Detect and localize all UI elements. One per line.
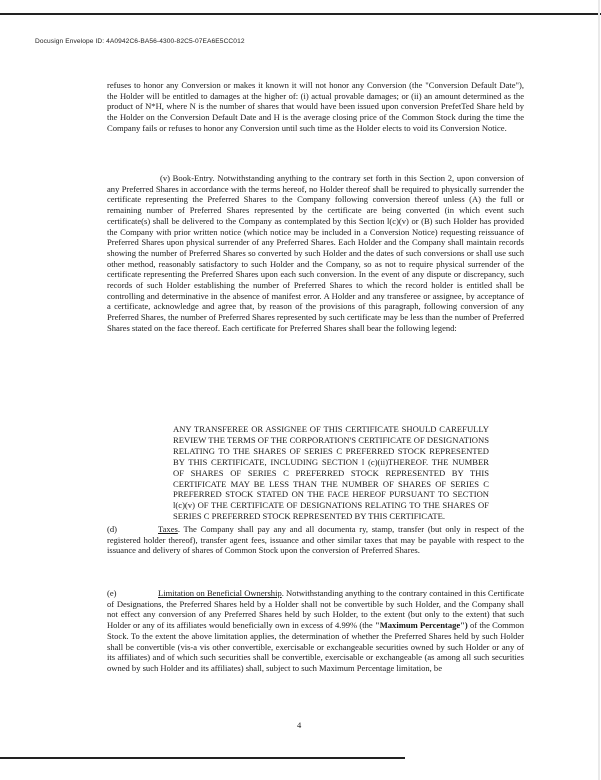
right-edge-rule <box>598 0 600 780</box>
envelope-id: Docusign Envelope ID: 4A0942C6-BA56-4300-82C5-07EA6E5CC012 <box>35 38 245 45</box>
paragraph-taxes <box>107 524 524 556</box>
book-entry-heading: (v) Book-Entry. <box>160 173 215 183</box>
paragraph-conversion-default: refuses to honor any Conversion or makes it known it will not honor any Conversion (the "Conversion Default Date"), the Holder will be entitled to damages at the higher of: (i) actual provable damages; or (ii) an amount determined as the product of N*H, where N is the number of shares that would have been issued upon conversion PrefetTed Share held by the Holder on the Conversion Default Date and H is the average closing price of the Common Stock during the time the Company fails or refuses to honor any Conversion until such time as the Holder elects to void its Conversion Notice. <box>107 80 524 133</box>
taxes-body: . The Company shall pay any and all documenta ry, stamp, transfer (but only in respect of the registered holder thereof), transfer agent fees, issuance and other similar taxes that may be payable with respect to the issuance and delivery of shares of Common Stock upon the conversion of Preferred Shares. <box>107 524 524 556</box>
beneficial-ownership-body-1: . Notwithstanding anything to the contrary contained in this Certificate of Designations, the Preferred Shares held by a Holder shall not be convertible by such Holder, and the Company shall not effect any conversion of any Preferred Shares held by such Holder, to the extent (but only to the extent) that such Holder or any of its affiliates would beneficially own in excess of 4.99% (the <box>107 588 524 631</box>
page-number: 4 <box>297 720 302 730</box>
maximum-percentage-term: "Maximum Percentage") <box>374 620 468 631</box>
certificate-legend: ANY TRANSFEREE OR ASSIGNEE OF THIS CERTIFICATE SHOULD CAREFULLY REVIEW THE TERMS OF THE CORPORATION'S CERTIFICATE OF DESIGNATIONS RELATING TO THE SHARES OF SERIES C PREFERRED STOCK REPRESENTED BY THIS CERTIFICATE, INCLUDING SECTION l (c)(ii)THEREOF. THE NUMBER OF SHARES OF SERIES C PREFERRED STOCK REPRESENTED BY THIS CERTIFICATE MAY BE LESS THAN THE NUMBER OF SHARES OF SERIES C PREFERRED STOCK STATED ON THE FACE HEREOF PURSUANT TO SECTION l(c)(v) OF THE CERTIFICATE OF DESIGNATIONS RELATING TO THE SHARES OF SERIES C PREFERRED STOCK REPRESENTED BY THIS CERTIFICATE. <box>173 424 489 522</box>
paragraph-beneficial-ownership <box>107 588 524 674</box>
bottom-rule <box>0 757 405 759</box>
beneficial-ownership-body-2: of the Common Stock. To the extent the above limitation applies, the determination of whether the Preferred Shares held by such Holder shall be convertible (vis-a vis other convertible, exercisable or exchangeable securities owned by such Holder or any of its affiliates) and of which such securities shall be convertible, exercisable or exchangeable (as among all such securities owned by such Holder and its affiliates) shall, subject to such Maximum Percentage limitation, be <box>107 620 524 673</box>
taxes-heading: Taxes <box>158 524 178 534</box>
section-d-label: (d) <box>107 524 117 534</box>
beneficial-ownership-heading: Limitation on Beneficial Ownership <box>158 588 282 598</box>
section-e-label: (e) <box>107 588 117 598</box>
book-entry-body: Notwithstanding anything to the contrary set forth in this Section 2, upon conversion of any Preferred Shares in accordance with the terms hereof, no Holder thereof shall be required to physically surrender the certificate representing the Preferred Shares to the Company following conversion thereof unless (A) the full or remaining number of Preferred Shares represented by the certificate are being converted (in which event such certificate(s) shall be delivered to the Company as contemplated by this Section l(c)(v) or (B) such Holder has provided the Company with prior written notice (which notice may be included in a Conversion Notice) requesting reissuance of Preferred Shares upon physical surrender of any Preferred Shares. Each Holder and the Company shall maintain records showing the number of Preferred Shares so converted by such Holder and the dates of such conversions or shall use such other method, reasonably satisfactory to such Holder and the Company, so as not to require physical surrender of the certificate representing the Preferred Shares upon each such conversion. In the event of any dispute or discrepancy, such records of such Holder establishing the number of Preferred Shares to which the record holder is entitled shall be controlling and determinative in the absence of manifest error. A Holder and any transferee or assignee, by acceptance of a certificate, acknowledge and agree that, by reason of the provisions of this paragraph, following conversion of any Preferred Shares, the number of Preferred Shares represented by such certificate may be less than the number of Preferred Shares stated on the face thereof. Each certificate for Preferred Shares shall bear the following legend: <box>107 173 524 333</box>
paragraph-book-entry <box>107 173 524 334</box>
top-rule <box>0 13 601 15</box>
